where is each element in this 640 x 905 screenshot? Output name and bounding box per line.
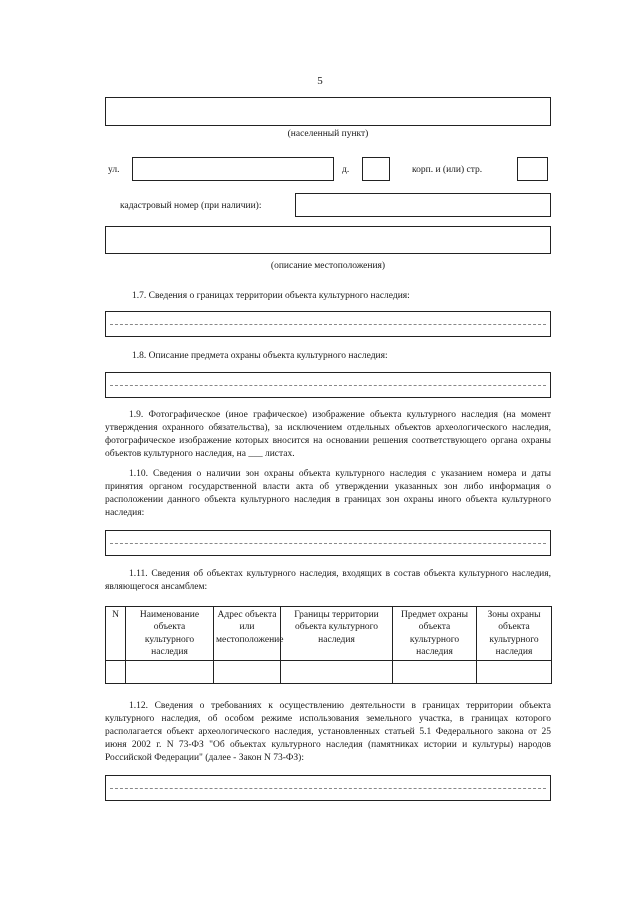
building-field[interactable] xyxy=(517,157,548,181)
location-field[interactable] xyxy=(105,226,551,254)
cadastral-field[interactable] xyxy=(295,193,551,217)
table-cell[interactable] xyxy=(477,661,552,684)
table-cell[interactable] xyxy=(393,661,477,684)
col-header-address: Адрес объекта или местоположение xyxy=(214,607,281,661)
table-cell[interactable] xyxy=(281,661,393,684)
locality-caption: (населенный пункт) xyxy=(287,129,369,139)
street-field[interactable] xyxy=(132,157,334,181)
house-field[interactable] xyxy=(362,157,390,181)
section-1-7-title: 1.7. Сведения о границах территории объекта культурного наследия: xyxy=(132,291,410,301)
col-header-protection-subject: Предмет охраны объекта культурного наследия xyxy=(393,607,477,661)
table-cell[interactable] xyxy=(126,661,214,684)
table-header-row xyxy=(106,607,552,661)
section-1-7-field[interactable] xyxy=(105,311,551,337)
section-1-10-text: 1.10. Сведения о наличии зон охраны объекта культурного наследия с указанием номера и даты принятия органом государственной власти акта об утверждении указанных зон либо информация о расположении данного объекта культурного наследия в границах зон охраны иного объекта культурного наследия: xyxy=(105,469,551,518)
section-1-8-title: 1.8. Описание предмета охраны объекта культурного наследия: xyxy=(132,351,388,361)
col-header-protection-zones: Зоны охраны объекта культурного наследия xyxy=(477,607,552,661)
section-1-8-field[interactable] xyxy=(105,372,551,398)
locality-field[interactable] xyxy=(105,97,551,126)
ensemble-objects-table xyxy=(105,606,552,684)
building-label: корп. и (или) стр. xyxy=(412,165,483,175)
cadastral-label: кадастровый номер (при наличии): xyxy=(120,201,262,211)
col-header-number: N xyxy=(106,607,126,661)
house-label: д. xyxy=(342,165,350,175)
col-header-name: Наименование объекта культурного наследия xyxy=(126,607,214,661)
col-header-boundaries: Границы территории объекта культурного наследия xyxy=(281,607,393,661)
table-cell[interactable] xyxy=(106,661,126,684)
street-label: ул. xyxy=(108,165,120,175)
section-1-9-text: 1.9. Фотографическое (иное графическое) изображение объекта культурного наследия (на момент утверждения охранного обязательства), за исключением отдельных объектов археологического наследия, фотографическое изображение которых вносится на основании решения соответствующего органа охраны объектов культурного наследия, на ___ листах. xyxy=(105,410,551,459)
table-row[interactable] xyxy=(106,661,552,684)
table-cell[interactable] xyxy=(214,661,281,684)
page-number: 5 xyxy=(317,75,323,87)
section-1-12-text: 1.12. Сведения о требованиях к осуществлению деятельности в границах территории объекта культурного наследия, об особом режиме использования земельного участка, в границах которого располагается объект археологического наследия, установленных статьей 5.1 Федерального закона от 25 июня 2002 г. N 73-ФЗ "Об объектах культурного наследия (памятниках истории и культуры) народов Российской Федерации" (далее - Закон N 73-ФЗ): xyxy=(105,701,551,763)
location-caption: (описание местоположения) xyxy=(270,261,386,271)
section-1-10-field[interactable] xyxy=(105,530,551,556)
section-1-11-text: 1.11. Сведения об объектах культурного наследия, входящих в состав объекта культурного наследия, являющегося ансамблем: xyxy=(105,569,551,592)
section-1-12-field[interactable] xyxy=(105,775,551,801)
